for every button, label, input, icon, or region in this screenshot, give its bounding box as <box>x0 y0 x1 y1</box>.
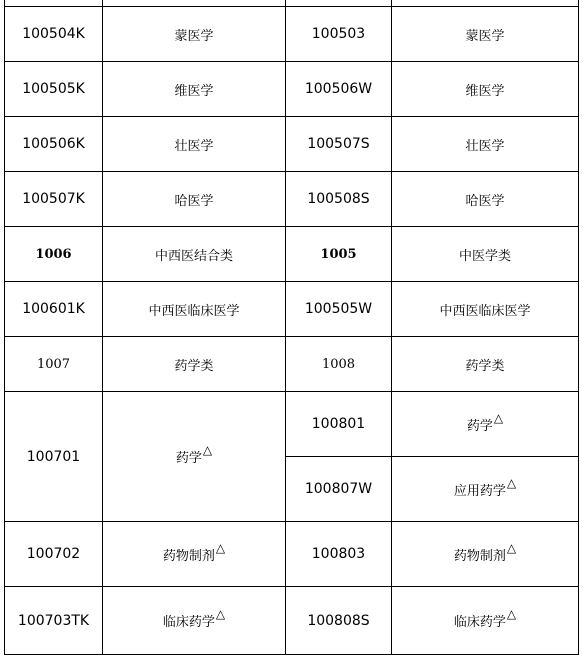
table-row <box>5 587 579 655</box>
table-row <box>5 227 579 282</box>
name-cell: 中西医临床医学 <box>103 282 286 337</box>
name-cell: 哈医学 <box>103 172 286 227</box>
category-code-cell: 1005 <box>286 227 392 282</box>
name-cell <box>392 457 579 522</box>
code-cell: 100506W <box>286 62 392 117</box>
name-cell <box>392 392 579 457</box>
name-cell: 哈医学 <box>392 172 579 227</box>
code-cell: 100807W <box>286 457 392 522</box>
code-cell: 100703TK <box>5 587 103 655</box>
major-name: 应用药学 <box>453 483 506 499</box>
name-cell: 蒙医学 <box>392 7 579 62</box>
name-cell: 维医学 <box>392 62 579 117</box>
major-name: 药物制剂 <box>453 548 506 564</box>
code-cell: 100702 <box>5 522 103 587</box>
category-name-cell: 药学类 <box>103 337 286 392</box>
category-code-cell: 1008 <box>286 337 392 392</box>
code-cell: 100505W <box>286 282 392 337</box>
name-cell: 壮医学 <box>392 117 579 172</box>
table-row <box>5 392 579 457</box>
category-code-cell: 1006 <box>5 227 103 282</box>
table-row <box>5 7 579 62</box>
table-row <box>5 282 579 337</box>
code-cell: 100803 <box>286 522 392 587</box>
table-row <box>5 172 579 227</box>
table-row <box>5 337 579 392</box>
major-name: 药学 <box>466 418 493 434</box>
table-row <box>5 62 579 117</box>
name-cell <box>392 587 579 655</box>
code-cell: 100508S <box>286 172 392 227</box>
name-cell <box>103 587 286 655</box>
major-name: 临床药学 <box>162 615 215 630</box>
triangle-mark: △ <box>506 607 517 621</box>
category-name-cell: 中西医结合类 <box>103 227 286 282</box>
triangle-mark: △ <box>506 475 517 490</box>
triangle-mark: △ <box>493 410 504 425</box>
table-row <box>5 522 579 587</box>
major-name: 临床药学 <box>453 615 506 630</box>
major-name: 药学 <box>175 451 202 466</box>
category-name-cell: 中医学类 <box>392 227 579 282</box>
code-cell: 100504K <box>5 7 103 62</box>
category-name-cell: 药学类 <box>392 337 579 392</box>
triangle-mark: △ <box>506 540 517 555</box>
code-cell: 100505K <box>5 62 103 117</box>
name-cell: 维医学 <box>103 62 286 117</box>
code-cell: 100506K <box>5 117 103 172</box>
major-table <box>4 0 579 655</box>
triangle-mark: △ <box>202 443 213 457</box>
code-cell: 100507K <box>5 172 103 227</box>
name-cell <box>103 522 286 587</box>
name-cell <box>392 522 579 587</box>
code-cell: 100701 <box>5 392 103 522</box>
category-code-cell: 1007 <box>5 337 103 392</box>
code-cell: 100601K <box>5 282 103 337</box>
code-cell: 100503 <box>286 7 392 62</box>
table-row <box>5 117 579 172</box>
name-cell: 壮医学 <box>103 117 286 172</box>
name-cell <box>103 392 286 522</box>
name-cell: 蒙医学 <box>103 7 286 62</box>
code-cell: 100801 <box>286 392 392 457</box>
name-cell: 中西医临床医学 <box>392 282 579 337</box>
major-name: 药物制剂 <box>162 548 215 564</box>
code-cell: 100507S <box>286 117 392 172</box>
code-cell: 100808S <box>286 587 392 655</box>
triangle-mark: △ <box>215 607 226 621</box>
triangle-mark: △ <box>215 540 226 555</box>
